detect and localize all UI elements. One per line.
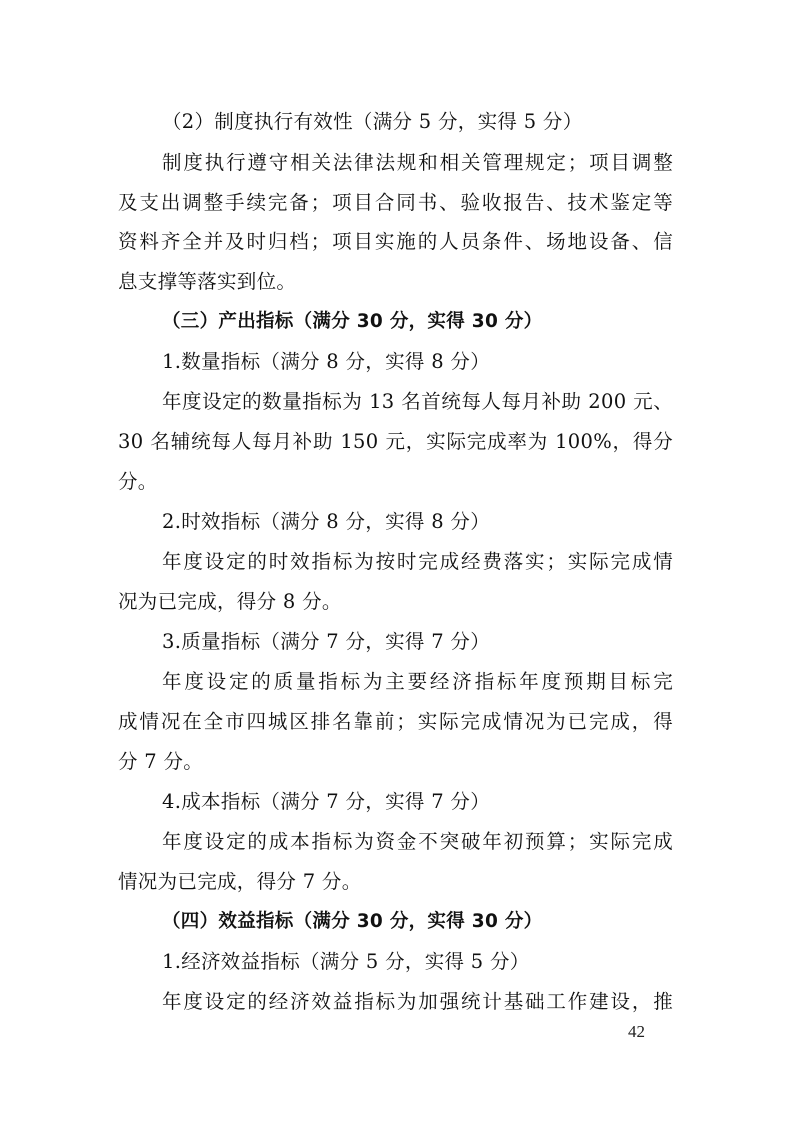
subsection-heading: 2.时效指标（满分 8 分，实得 8 分） (162, 510, 491, 533)
paragraph-line: 年度设定的成本指标为资金不突破年初预算；实际完成 (162, 830, 673, 853)
paragraph-line: 分 7 分。 (118, 750, 204, 773)
paragraph-line: 年度设定的数量指标为 13 名首统每人每月补助 200 元、 (162, 390, 673, 413)
paragraph-line: 制度执行遵守相关法律法规和相关管理规定；项目调整 (162, 151, 673, 174)
paragraph-line: 资料齐全并及时归档；项目实施的人员条件、场地设备、信 (118, 230, 673, 253)
paragraph-line: 30 名辅统每人每月补助 150 元，实际完成率为 100%，得分 (118, 430, 673, 453)
paragraph-line: 况为已完成，得分 8 分。 (118, 590, 342, 613)
section-heading: （三）产出指标（满分 30 分，实得 30 分） (162, 311, 543, 332)
paragraph-line: 年度设定的经济效益指标为加强统计基础工作建设，推 (162, 990, 673, 1013)
paragraph-line: 分。 (118, 470, 158, 493)
paragraph-line: 情况为已完成，得分 7 分。 (118, 870, 362, 893)
page-number: 42 (628, 1022, 645, 1041)
subsection-heading: 4.成本指标（满分 7 分，实得 7 分） (162, 790, 491, 813)
subsection-heading: （2）制度执行有效性（满分 5 分，实得 5 分） (162, 110, 583, 133)
subsection-heading: 1.数量指标（满分 8 分，实得 8 分） (162, 350, 491, 373)
paragraph-line: 年度设定的时效指标为按时完成经费落实；实际完成情 (162, 550, 673, 573)
paragraph-line: 年度设定的质量指标为主要经济指标年度预期目标完 (162, 670, 673, 693)
subsection-heading: 1.经济效益指标（满分 5 分，实得 5 分） (162, 950, 530, 973)
paragraph-line: 成情况在全市四城区排名靠前；实际完成情况为已完成，得 (118, 710, 673, 733)
paragraph-line: 及支出调整手续完备；项目合同书、验收报告、技术鉴定等 (118, 191, 673, 214)
subsection-heading: 3.质量指标（满分 7 分，实得 7 分） (162, 630, 491, 653)
section-heading: （四）效益指标（满分 30 分，实得 30 分） (162, 911, 543, 932)
paragraph-line: 息支撑等落实到位。 (118, 270, 297, 293)
